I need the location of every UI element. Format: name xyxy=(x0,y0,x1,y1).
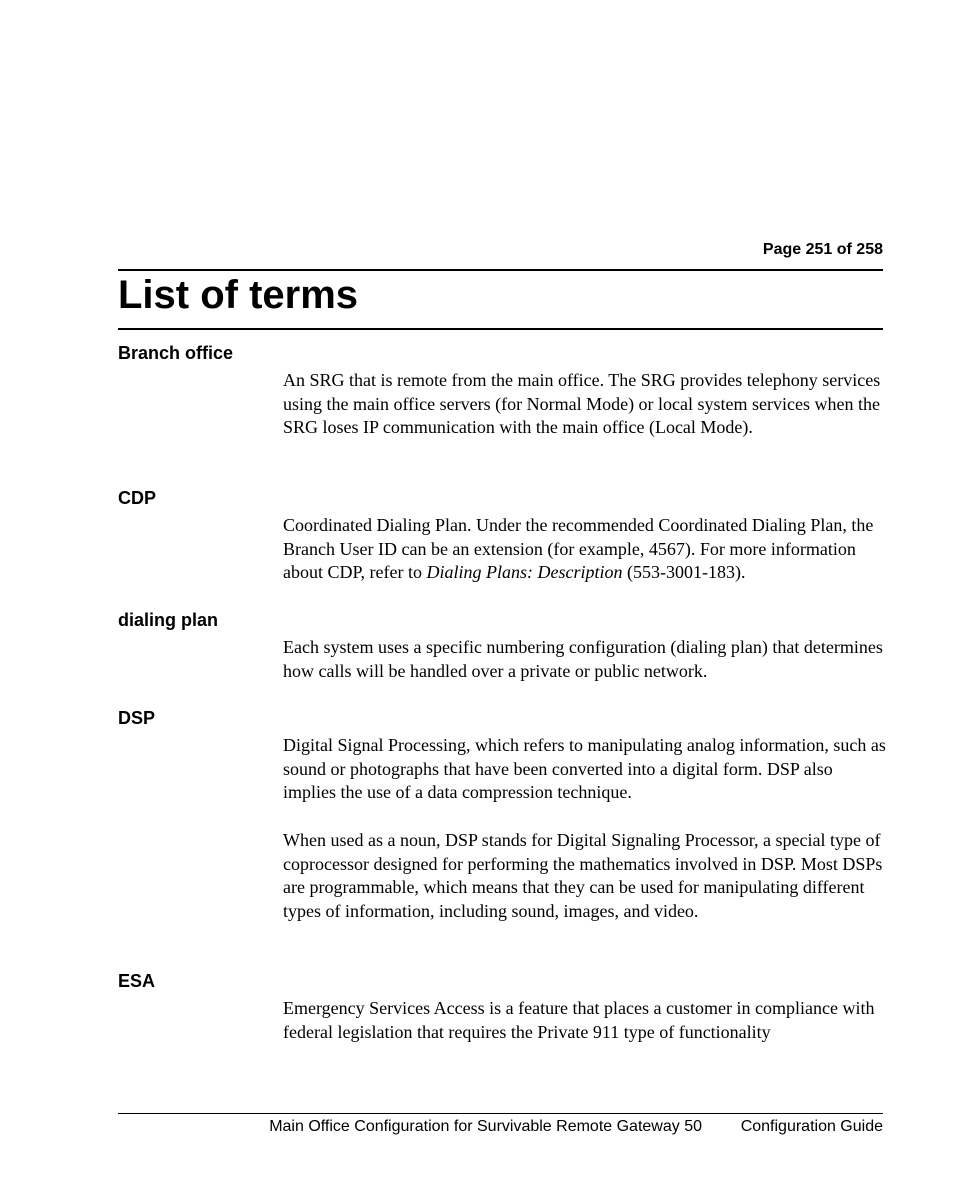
definition-dsp-1: Digital Signal Processing, which refers to manipulating analog information, such as sound or photographs that have been converted into a digital form. DSP also implies the use of a data compression technique. xyxy=(283,735,886,802)
definition-cdp-reference-number: (553-3001-183). xyxy=(622,562,746,582)
page-number: Page 251 of 258 xyxy=(762,241,883,258)
footer-document-title: Main Office Configuration for Survivable Remote Gateway 50 xyxy=(269,1118,702,1135)
definition-branch-office: An SRG that is remote from the main office. The SRG provides telephony services using the main office servers (for Normal Mode) or local system services when the SRG loses IP communication with the main office (Local Mode). xyxy=(283,370,881,437)
page-title: List of terms xyxy=(118,273,359,317)
footer-rule xyxy=(118,1113,883,1114)
definition-cdp-reference-title: Dialing Plans: Description xyxy=(426,562,623,582)
definition-esa: Emergency Services Access is a feature that places a customer in compliance with federal legislation that requires the Private 911 type of functionality xyxy=(283,998,875,1042)
definition-cdp-text: Coordinated Dialing Plan. Under the recommended Coordinated Dialing Plan, the Branch User ID can be an extension (for example, 4567). For more information about CDP, refer to xyxy=(283,515,874,582)
term-esa: ESA xyxy=(118,971,156,991)
term-branch-office: Branch office xyxy=(118,343,234,363)
term-cdp: CDP xyxy=(118,488,157,508)
definition-dialing-plan: Each system uses a specific numbering configuration (dialing plan) that determines how calls will be handled over a private or public network. xyxy=(283,637,883,681)
definition-cdp xyxy=(283,514,888,585)
footer-document-type: Configuration Guide xyxy=(740,1118,883,1135)
title-rule xyxy=(118,328,883,330)
term-dialing-plan: dialing plan xyxy=(118,610,219,630)
definition-dsp-2: When used as a noun, DSP stands for Digital Signaling Processor, a special type of coprocessor designed for performing the mathematics involved in DSP. Most DSPs are programmable, which means that they can be used for manipulating different types of information, including sound, images, and video. xyxy=(283,830,883,921)
term-dsp: DSP xyxy=(118,708,156,728)
